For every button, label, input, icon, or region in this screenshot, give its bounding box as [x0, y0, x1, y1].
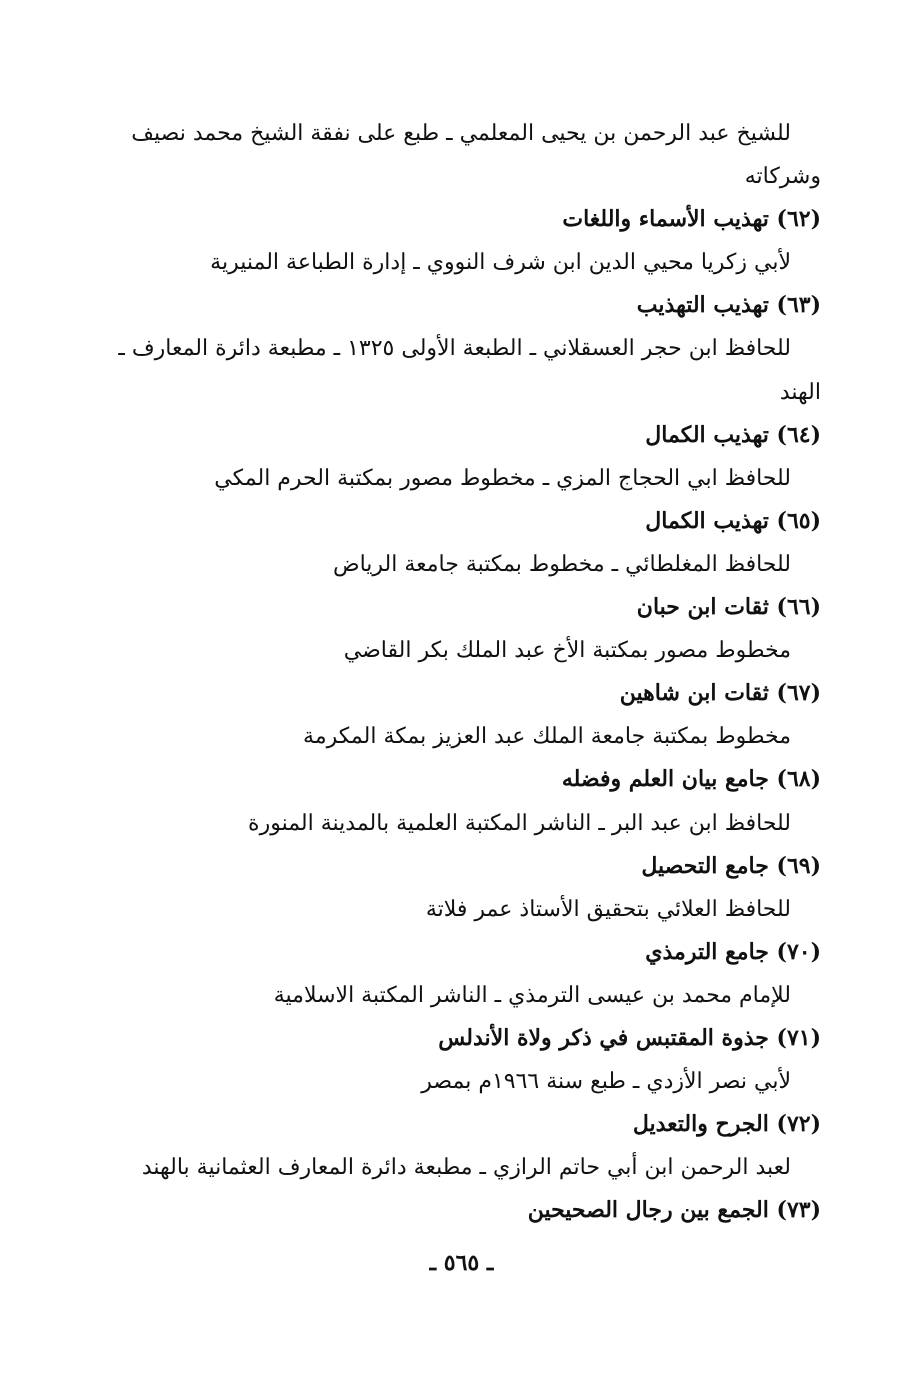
entry-title: (٦٢) تهذيب الأسماء واللغات — [562, 206, 821, 233]
entry-title: (٦٧) ثقات ابن شاهين — [619, 680, 821, 707]
entry-title: (٦٨) جامع بيان العلم وفضله — [561, 766, 821, 793]
entry-description: للحافظ ابن عبد البر ـ الناشر المكتبة العلمية بالمدينة المنورة — [248, 810, 791, 836]
entry-title: (٧٠) جامع الترمذي — [645, 938, 821, 965]
bibliography-list — [118, 112, 821, 1232]
entry-description: للحافظ ابن حجر العسقلاني ـ الطبعة الأولى ١٣٢٥ ـ مطبعة دائرة المعارف ـ — [118, 336, 791, 362]
entry-title: (٧٢) الجرح والتعديل — [632, 1111, 821, 1138]
entry-description: للشيخ عبد الرحمن بن يحيى المعلمي ـ طبع على نفقة الشيخ محمد نصيف — [131, 121, 791, 146]
entry-description: لأبي نصر الأزدي ـ طبع سنة ١٩٦٦م بمصر — [421, 1069, 791, 1095]
entry-description: للحافظ العلائي بتحقيق الأستاذ عمر فلاتة — [425, 896, 791, 922]
entry-description: للحافظ المغلطائي ـ مخطوط بمكتبة جامعة الرياض — [332, 551, 791, 577]
entry-title: (٧٣) الجمع بين رجال الصحيحين — [527, 1197, 821, 1224]
entry-description: لأبي زكريا محيي الدين ابن شرف النووي ـ إدارة الطباعة المنيرية — [210, 250, 791, 276]
entry-description: مخطوط بمكتبة جامعة الملك عبد العزيز بمكة المكرمة — [303, 724, 791, 750]
entry-title: (٦٦) ثقات ابن حبان — [636, 594, 821, 621]
entry-title: (٦٣) تهذيب التهذيب — [636, 292, 821, 319]
entry-title: (٦٥) تهذيب الكمال — [645, 507, 821, 534]
entry-description: مخطوط مصور بمكتبة الأخ عبد الملك بكر القاضي — [343, 638, 791, 664]
entry-title: (٦٤) تهذيب الكمال — [645, 421, 821, 448]
entry-description: لعبد الرحمن ابن أبي حاتم الرازي ـ مطبعة دائرة المعارف العثمانية بالهند — [141, 1155, 791, 1181]
entry-title: (٧١) جذوة المقتبس في ذكر ولاة الأندلس — [438, 1024, 821, 1051]
entry-description: للحافظ ابي الحجاج المزي ـ مخطوط مصور بمكتبة الحرم المكي — [214, 465, 791, 491]
page-number: ـ ٥٦٥ ـ — [429, 1250, 494, 1276]
entry-description-continuation: وشركاته — [744, 164, 821, 190]
entry-description: للإمام محمد بن عيسى الترمذي ـ الناشر المكتبة الاسلامية — [273, 982, 791, 1008]
entry-title: (٦٩) جامع التحصيل — [641, 852, 821, 879]
entry-description-continuation: الهند — [779, 379, 821, 405]
